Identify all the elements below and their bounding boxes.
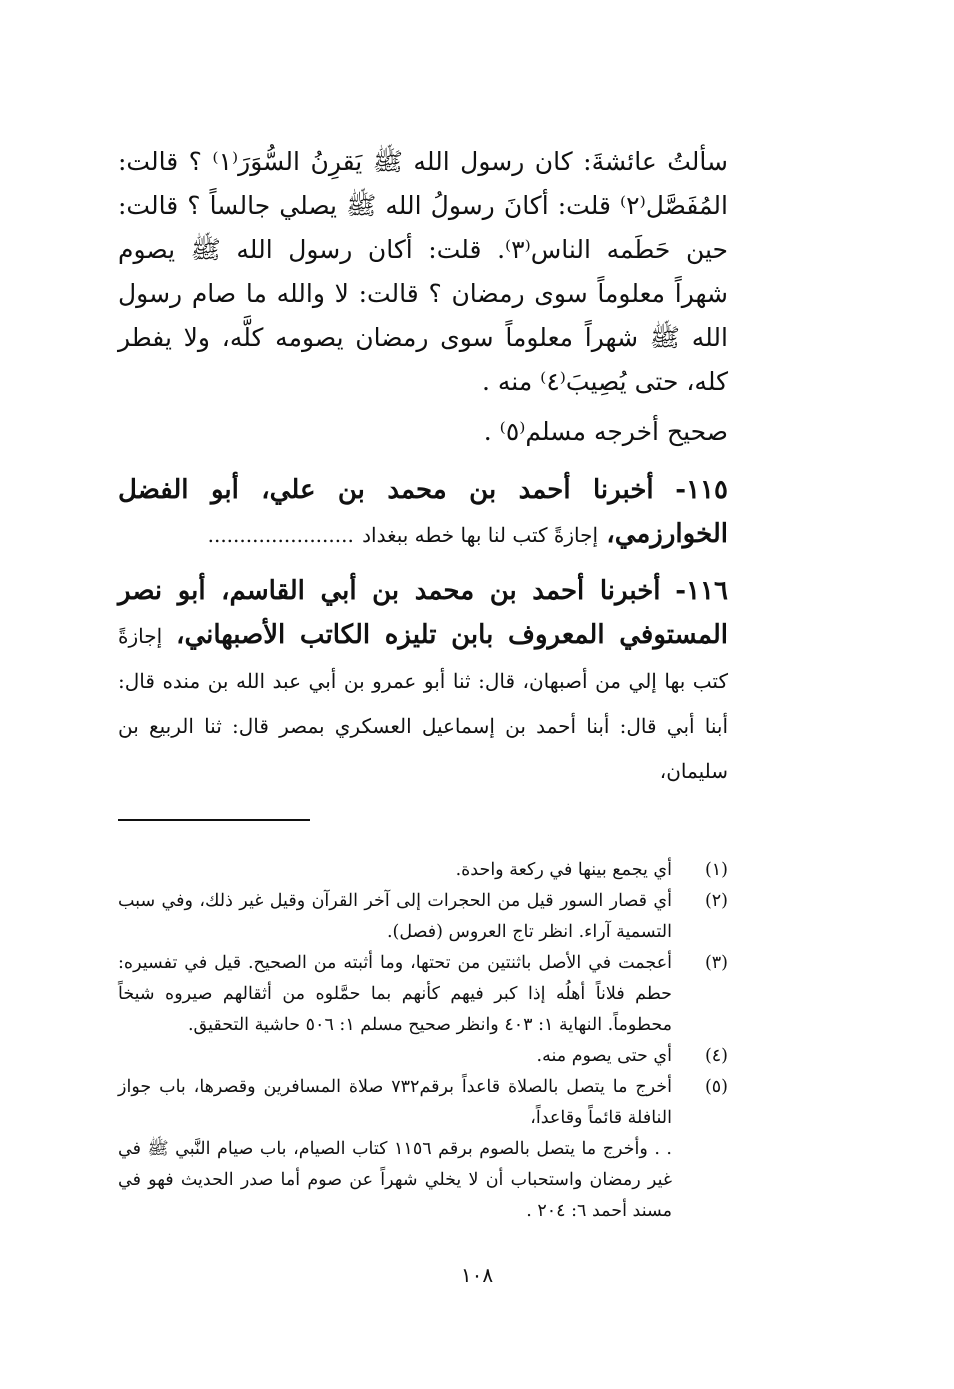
footnote-5 [118,1072,728,1134]
footnote-2 [118,886,728,948]
footnote-text: أخرج ما يتصل بالصلاة قاعداً برقم٧٣٢ صلاة المسافرين وقصرها، باب جواز النافلة قائماً وقاعداً، [118,1077,672,1128]
page-body [118,140,728,1227]
footnote-number: (٣) [704,953,728,973]
footnote-1 [118,855,728,886]
footnotes [118,855,728,1227]
hadith-116-rest: إجازةً كتب بها إلي من أصبهان، قال: ثنا أبو عمرو بن أبي عبد الله بن منده قال: أبنا أبي قال: أبنا أحمد بن إسماعيل العسكري بمصر قال: ثنا الربيع بن سليمان، [118,624,728,783]
footnote-number: (٥) [704,1077,728,1097]
footnote-number: (٤) [704,1046,728,1066]
hadith-116-number: ١١٦- [675,576,728,606]
verdict-text: صحيح أخرجه مسلم⁽٥⁾ . [483,417,728,446]
footnote-text: أي حتى يصوم منه. [536,1046,672,1066]
hadith-116-narrators: أخبرنا أحمد بن محمد بن أبي القاسم، أبو نصر المستوفي المعروف بابن تليزه الكاتب الأصبهاني، [118,576,729,650]
hadith-115-number: ١١٥- [675,475,728,505]
footnote-number: (١) [704,860,728,880]
footnote-text: أي يجمع بينها في ركعة واحدة. [455,860,672,880]
main-text [118,140,728,793]
footnote-continuation: . . وأخرج ما يتصل بالصوم برقم ١١٥٦ كتاب الصيام، باب صيام النَّبي ﷺ في غير رمضان واستحباب أن لا يخلي شهراً عن صوم أما صدر الحديث فهو في مسند أحمد ٦: ٢٠٤ . [118,1139,672,1221]
hadith-115-dots: ....................... [207,523,354,547]
hadith-body-text: سألتُ عائشةَ: كان رسول الله ﷺ يَقرِنُ السُّوَرَ⁽١⁾ ؟ قالت: المُفَصَّل⁽٢⁾ قلت: أكانَ رسولُ الله ﷺ يصلي جالساً ؟ قالت: حين حَطَمه الناس⁽٣⁾. قلت: أكان رسول الله ﷺ يصوم شهراً معلوماً سوى رمضان ؟ قالت: لا والله ما صام رسول الله ﷺ شهراً معلوماً سوى رمضان يصومه كلَّه، ولا يفطر كله، حتى يُصِيبَ⁽٤⁾ منه . [118,147,728,396]
hadith-115 [118,468,728,557]
hadith-115-narrators: أخبرنا أحمد بن محمد بن علي، أبو الفضل الخوارزمي، [118,475,728,549]
footnote-divider [118,819,310,821]
page-number: ١٠٨ [460,1263,494,1287]
footnote-number: (٢) [704,891,728,911]
hadith-115-rest: إجازةً كتب لنا بها خطه ببغداد [362,523,599,547]
footnote-4 [118,1041,728,1072]
footnote-text: أي قصار السور قيل من الحجرات إلى آخر القرآن وقيل غير ذلك، وفي سبب التسمية آراء. انظر تاج العروس (فصل). [118,891,672,942]
footnote-3 [118,948,728,1041]
footnote-text: أعجمت في الأصل باثنتين من تحتها، وما أثبته من الصحيح. قيل في تفسيره: حطم فلاناً أهلُه إذا كبر فيهم كأنهم بما حمَّلوه من أثقالهم صيروه شيخاً محطوماً. النهاية ١: ٤٠٣ وانظر صحيح مسلم ١: ٥٠٦ حاشية التحقيق. [118,953,672,1035]
hadith-116 [118,569,728,793]
